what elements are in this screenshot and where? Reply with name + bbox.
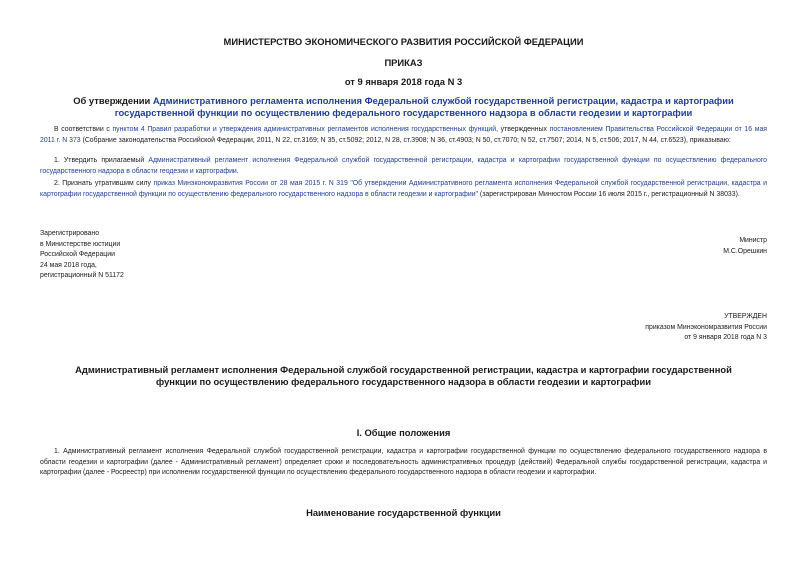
function-name-heading: Наименование государственной функции — [306, 507, 501, 518]
approval-block — [645, 312, 767, 344]
preamble-text-1: В соответствии с — [54, 126, 113, 133]
item-2-paragraph — [40, 179, 767, 200]
item-1-link-regulation[interactable]: Административный регламент исполнения Федеральной службой государственной регистрации, кадастра и картографии государственной функции по осуществлению федерального государственного надзора в области геодезии и картографии — [40, 157, 767, 175]
signature-name: М.С.Орешкин — [723, 247, 767, 255]
doc-type: ПРИКАЗ — [384, 57, 423, 68]
item-2-link-order[interactable]: приказ Минэкономразвития России от 28 мая 2015 г. N 319 "Об утверждении Административного регламента исполнения Федеральной службой государственной регистрации, кадастра и картографии государственной функции по осуществлению федерального государственного надзора в области геодезии и картографии" — [40, 180, 767, 198]
preamble-text-3: (Собрание законодательства Российской Федерации, 2011, N 22, ст.3169; N 35, ст.5092; 2012, N 28, ст.3908; N 36, ст.4903; N 50, ст.7070; N 52, ст.7507; 2014, N 5, ст.506; 2017, N 44, ст.6523), приказываю: — [80, 136, 731, 144]
doc-date-number: от 9 января 2018 года N 3 — [344, 76, 463, 87]
item-1-paragraph — [40, 156, 767, 177]
item-2-text-1: 2. Признать утратившим силу — [54, 180, 154, 187]
order-title — [40, 95, 767, 119]
preamble-link-resolution[interactable]: постановлением Правительства Российской Федерации от 16 мая 2011 г. N 373 — [40, 126, 768, 144]
item-2-text-2: (зарегистрирован Минюстом России 16 июля 2015 г., регистрационный N 38033). — [478, 190, 740, 198]
approval-line: приказом Минэкономразвития России — [645, 323, 767, 331]
approval-line: от 9 января 2018 года N 3 — [684, 334, 767, 342]
registration-line: Зарегистрировано — [40, 230, 100, 237]
item-1-text-1: 1. Утвердить прилагаемый — [54, 157, 149, 164]
registration-line: регистрационный N 51172 — [40, 272, 124, 280]
registration-line: Российской Федерации — [40, 251, 115, 259]
preamble-text-2: , утвержденных — [496, 126, 550, 133]
registration-block — [40, 229, 124, 282]
approval-line: УТВЕРЖДЕН — [724, 313, 767, 320]
regulation-title: Административный регламент исполнения Федеральной службой государственной регистрации, кадастра и картографии государственной функции по осуществлению федерального государственного надзора в области геодезии и картографии — [75, 364, 732, 387]
preamble-link-rules[interactable]: пунктом 4 Правил разработки и утверждения административных регламентов исполнения государственных функций — [112, 126, 497, 133]
registration-line: в Министерстве юстиции — [40, 240, 121, 248]
section-1-paragraph-1-text: 1. Административный регламент исполнения Федеральной службой государственной регистрации, кадастра и картографии государственной функции по осуществлению федерального государственного надзора в области геодезии и картографии (далее - Административный регламент) определяет сроки и последовательность административных процедур (действий) Федеральной службы государственной регистрации, кадастра и картографии (далее - Росреестр) при исполнении государственной функции по осуществлению федерального государственного надзора в области геодезии и картографии. — [40, 448, 767, 477]
ministry-name: МИНИСТЕРСТВО ЭКОНОМИЧЕСКОГО РАЗВИТИЯ РОССИЙСКОЙ ФЕДЕРАЦИИ — [223, 36, 584, 47]
signature-position: Министр — [739, 237, 767, 244]
preamble-paragraph — [40, 125, 767, 146]
section-1-paragraph-1 — [40, 447, 767, 479]
order-title-prefix: Об утверждении — [73, 95, 153, 106]
signature-block — [723, 236, 767, 257]
order-title-link[interactable]: Административного регламента исполнения Федеральной службой государственной регистрации, кадастра и картографии государственной функции по осуществлению федерального государственного надзора в области геодезии и картографии — [114, 95, 734, 118]
section-1-heading: I. Общие положения — [356, 427, 451, 438]
item-1-text-2: . — [236, 167, 239, 175]
registration-line: 24 мая 2018 года, — [40, 261, 97, 269]
